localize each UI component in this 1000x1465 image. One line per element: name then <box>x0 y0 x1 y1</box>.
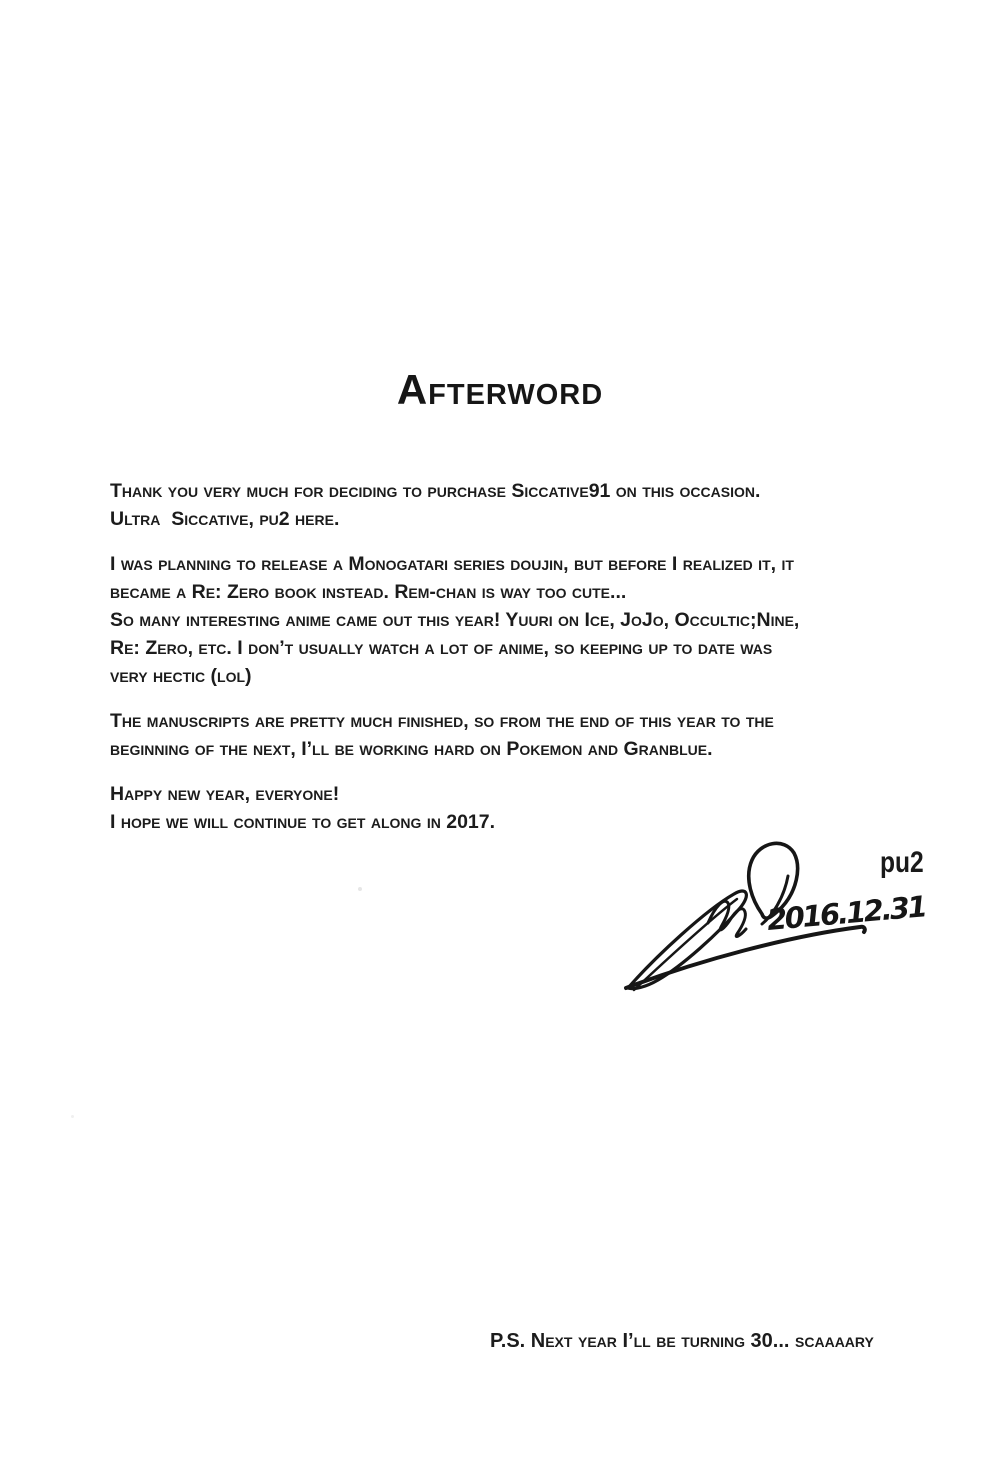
paragraph <box>110 477 920 533</box>
text-line: So many interesting anime came out this year! Yuuri on Ice, JoJo, Occultic;Nine, <box>110 609 800 631</box>
paragraph <box>110 550 920 690</box>
text-line: I was planning to release a Monogatari series doujin, but before I realized it, it <box>110 553 794 575</box>
signature-date: 2016.12.31 <box>765 889 927 937</box>
scan-speck <box>358 887 362 891</box>
paragraph <box>110 780 920 836</box>
page-title: Afterword <box>396 366 604 413</box>
text-line: Re: Zero, etc. I don’t usually watch a lot of anime, so keeping up to date was <box>110 637 773 659</box>
scan-speck <box>71 1115 74 1118</box>
text-line: became a Re: Zero book instead. Rem-chan is way too cute... <box>110 581 627 603</box>
text-line: very hectic (lol) <box>110 665 252 687</box>
postscript: P.S. Next year I’ll be turning 30... scaaaary <box>490 1330 874 1352</box>
text-line: Happy new year, everyone! <box>110 783 340 805</box>
text-line: Ultra Siccative, pu2 here. <box>110 508 340 530</box>
text-line: beginning of the next, I’ll be working hard on Pokemon and Granblue. <box>110 738 713 760</box>
text-line: Thank you very much for deciding to purchase Siccative91 on this occasion. <box>110 480 761 502</box>
paragraph <box>110 707 920 763</box>
text-line: The manuscripts are pretty much finished, so from the end of this year to the <box>110 710 774 732</box>
body-text <box>110 477 920 853</box>
signature-printed-name: pu2 <box>880 846 924 879</box>
signature-stroke <box>634 899 737 990</box>
text-line: I hope we will continue to get along in 2017. <box>110 811 496 833</box>
